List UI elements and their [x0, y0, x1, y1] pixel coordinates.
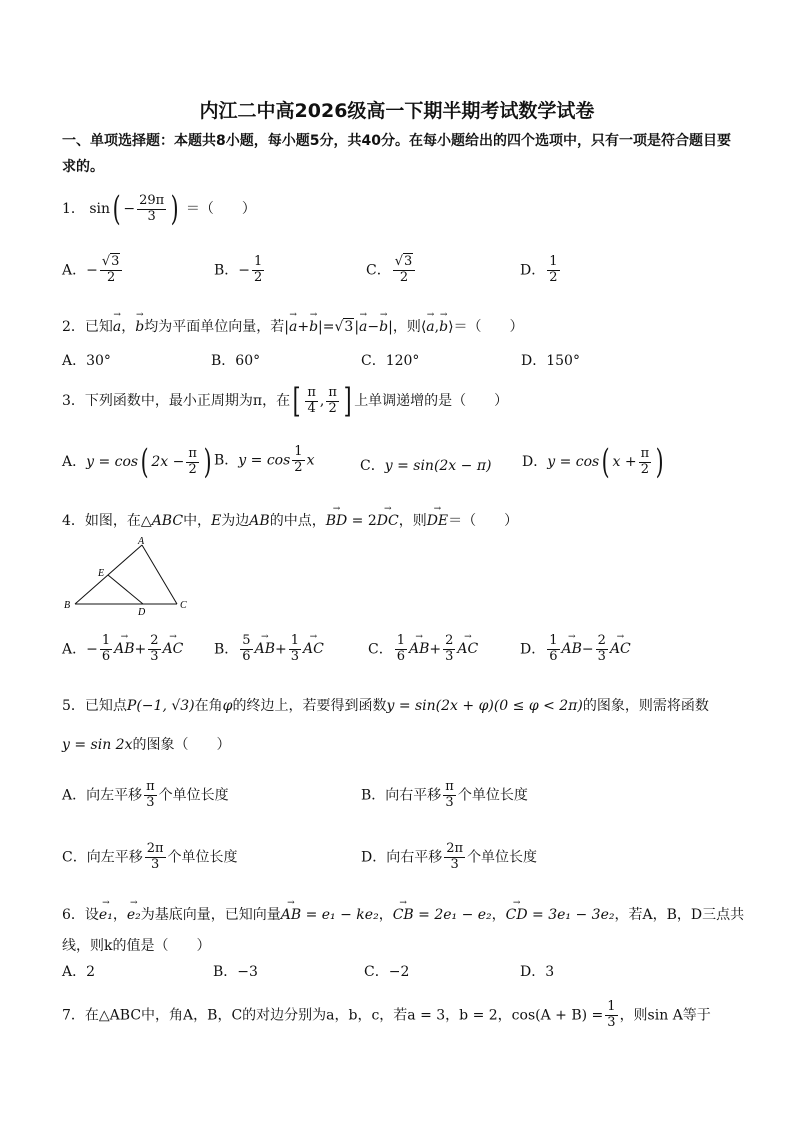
q2-option-c[interactable]: C．120°	[361, 353, 420, 369]
label-b: B	[64, 600, 71, 611]
question-5-line-2: y = sin 2x的图象（ ）	[62, 737, 231, 753]
q5-option-b[interactable]: B．向右平移 $\frac{\pi}{3}$ 个单位长度	[361, 779, 528, 810]
edge-ac	[142, 545, 177, 604]
q5-option-a[interactable]: A．向左平移 $\frac{\pi}{3}$ 个单位长度	[62, 779, 229, 810]
q4-option-c[interactable]: C． $\frac{1}{6}$ → AB+ $\frac{2}{3}$ → AC	[368, 634, 478, 665]
q2-option-a[interactable]: A．30°	[62, 353, 111, 369]
q4-option-a[interactable]: A．− $\frac{1}{6}$ → AB+ $\frac{2}{3}$ → AC	[62, 634, 183, 665]
q4-option-b[interactable]: B． $\frac{5}{6}$ → AB+ $\frac{1}{3}$ → AC	[214, 634, 324, 665]
question-6-line-2: 线，则k的值是（ ）	[62, 938, 211, 954]
question-6-line-1: 6．设→ e₁，→ e₂为基底向量，已知向量→ AB = e₁ − ke₂，→ CB = 2e₁ − e₂，→ CD = 3e₁ − 3e₂，若A，B，D三点共	[62, 904, 744, 924]
q2-option-b[interactable]: B．60°	[211, 353, 261, 369]
q6-option-c[interactable]: C．−2	[364, 964, 410, 980]
label-c: C	[180, 600, 187, 611]
q1-option-b[interactable]: B．− $\frac{1}{2}$	[214, 254, 263, 285]
question-1: 1． sin( − $\frac{29\pi}{3}$ ) ＝（ ）	[62, 189, 256, 229]
label-e: E	[98, 568, 105, 579]
exam-title: 内江二中高2026级高一下期半期考试数学试卷	[199, 100, 595, 122]
q1-option-c[interactable]: C． $\frac{√3}{2}$	[366, 255, 417, 286]
section-heading: 一、单项选择题：本题共8小题，每小题5分，共40分。在每小题给出的四个选项中，只有一项是符合题目要求的。	[62, 133, 731, 175]
q3-option-a[interactable]: A．y = cos( 2x − $\frac{\pi}{2}$ )	[62, 442, 212, 482]
label-a: A	[138, 536, 145, 547]
q4-option-d[interactable]: D． $\frac{1}{6}$ → AB− $\frac{2}{3}$ → AC	[520, 634, 631, 665]
question-4: 4．如图，在△ABC中，E为边AB的中点，→ BD = 2→ DC，则→ DE＝（ ）	[62, 510, 518, 530]
question-5-line-1: 5．已知点P(−1, √3)在角φ的终边上，若要得到函数y = sin(2x + φ)(0 ≤ φ < 2π)的图象，则需将函数	[62, 698, 709, 714]
q3-option-b[interactable]: B．y = cos $\frac{1}{2}$ x	[214, 444, 315, 475]
triangle-figure	[62, 536, 202, 616]
question-7: 7．在△ABC中，角A，B，C的对边分别为a，b，c，若a = 3，b = 2，cos(A + B) = $\frac{1}{3}$ ，则sin A等于	[62, 999, 711, 1030]
q6-option-a[interactable]: A．2	[62, 964, 96, 980]
q6-option-d[interactable]: D．3	[520, 964, 555, 980]
segment-ed	[108, 575, 143, 604]
q6-option-b[interactable]: B．−3	[213, 964, 258, 980]
q5-option-d[interactable]: D．向右平移 $\frac{2\pi}{3}$ 个单位长度	[361, 841, 538, 872]
q2-option-d[interactable]: D．150°	[521, 353, 580, 369]
question-3: 3．下列函数中，最小正周期为π，在[ $\frac{\pi}{4}$ , $\frac{\pi}{2}$ ] 上单调递增的是（ ）	[62, 381, 509, 421]
question-2: 2．已知→ a，→ b均为平面单位向量，若|→ a+→ b|=√3|→ a−→ b|，则⟨→ a,→ b⟩＝（ ）	[62, 316, 524, 336]
q3-option-c[interactable]: C．y = sin(2x − π)	[360, 458, 492, 474]
q3-option-d[interactable]: D．y = cos( x + $\frac{\pi}{2}$ )	[522, 442, 664, 482]
q1-option-d[interactable]: D． $\frac{1}{2}$	[520, 254, 558, 285]
q1-option-a[interactable]: A．− $\frac{√3}{2}$	[62, 255, 124, 286]
label-d: D	[138, 607, 146, 616]
q5-option-c[interactable]: C．向左平移 $\frac{2\pi}{3}$ 个单位长度	[62, 841, 238, 872]
